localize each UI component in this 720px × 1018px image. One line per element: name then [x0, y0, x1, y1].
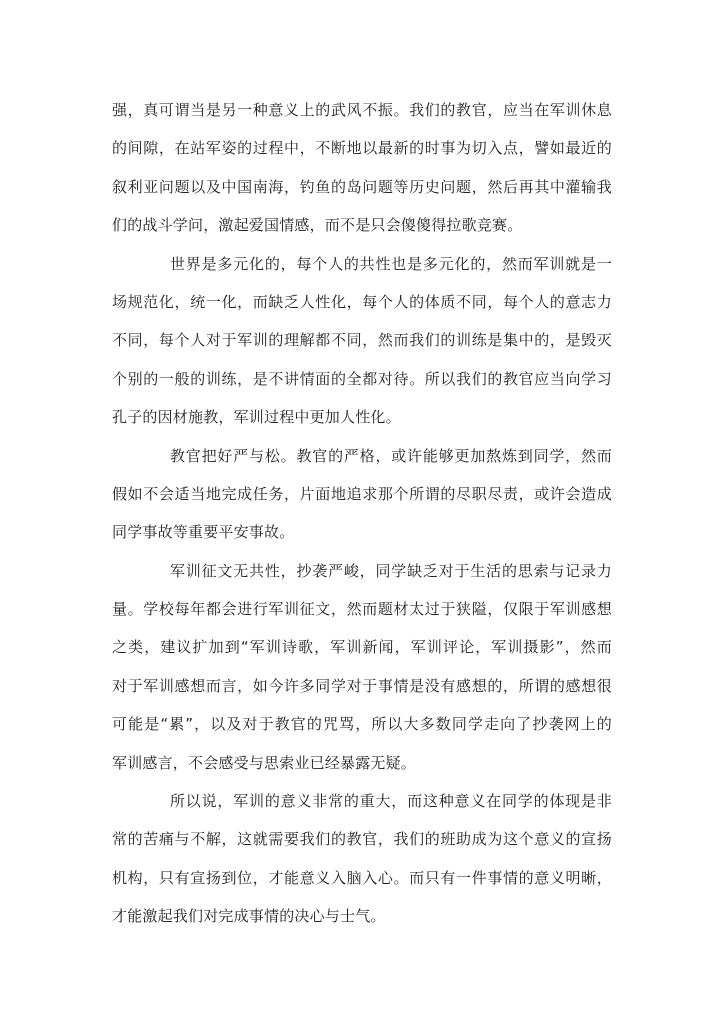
text-line: 不同，每个人对于军训的理解都不同，然而我们的训练是集中的，是毁灭	[112, 331, 612, 350]
text-line: 孔子的因材施教，军训过程中更加人性化。	[112, 408, 401, 427]
text-line: 同学事故等重要平安事故。	[112, 523, 295, 542]
text-line: 们的战斗学问，激起爱国情感，而不是只会傻傻得拉歌竞赛。	[112, 216, 523, 235]
paragraph-5	[112, 782, 612, 936]
text-line: 个别的一般的训练，是不讲情面的全都对待。所以我们的教官应当向学习	[112, 369, 612, 388]
paragraph-2	[112, 245, 612, 437]
text-line: 机构，只有宣扬到位，才能意义入脑入心。而只有一件事情的意义明晰，	[112, 868, 612, 887]
text-line: 军训征文无共性，抄袭严峻，同学缺乏对于生活的思索与记录力	[170, 561, 612, 580]
text-line: 强，真可谓当是另一种意义上的武风不振。我们的教官，应当在军训休息	[112, 101, 612, 119]
text-line: 军训感言，不会感受与思索业已经暴露无疑。	[112, 753, 417, 772]
text-line: 常的苦痛与不解，这就需要我们的教官，我们的班助成为这个意义的宣扬	[112, 830, 612, 849]
paragraph-4	[112, 552, 612, 782]
document-body	[112, 91, 612, 936]
paragraph-1	[112, 91, 612, 245]
text-line: 对于军训感想而言，如今许多同学对于事情是没有感想的，所谓的感想很	[112, 676, 612, 695]
text-line: 世界是多元化的，每个人的共性也是多元化的，然而军训就是一	[170, 254, 612, 273]
text-line: 之类，建议扩加到“军训诗歌，军训新闻，军训评论，军训摄影”，然而	[112, 638, 612, 657]
text-line: 可能是“累”，以及对于教官的咒骂，所以大多数同学走向了抄袭网上的	[112, 715, 612, 734]
text-line: 场规范化，统一化，而缺乏人性化，每个人的体质不同，每个人的意志力	[112, 292, 612, 311]
text-line: 叙利亚问题以及中国南海，钓鱼的岛问题等历史问题，然后再其中灌输我	[112, 177, 612, 196]
text-line: 量。学校每年都会进行军训征文，然而题材太过于狭隘，仅限于军训感想	[112, 600, 612, 619]
text-line: 教官把好严与松。教官的严格，或许能够更加熬炼到同学，然而	[170, 446, 612, 465]
text-line: 才能激起我们对完成事情的决心与士气。	[112, 907, 386, 926]
text-line: 所以说，军训的意义非常的重大，而这种意义在同学的体现是非	[170, 792, 612, 811]
text-line: 假如不会适当地完成任务，片面地追求那个所谓的尽职尽责，或许会造成	[112, 484, 612, 503]
text-line: 的间隙，在站军姿的过程中，不断地以最新的时事为切入点，譬如最近的	[112, 139, 612, 158]
paragraph-3	[112, 437, 612, 552]
